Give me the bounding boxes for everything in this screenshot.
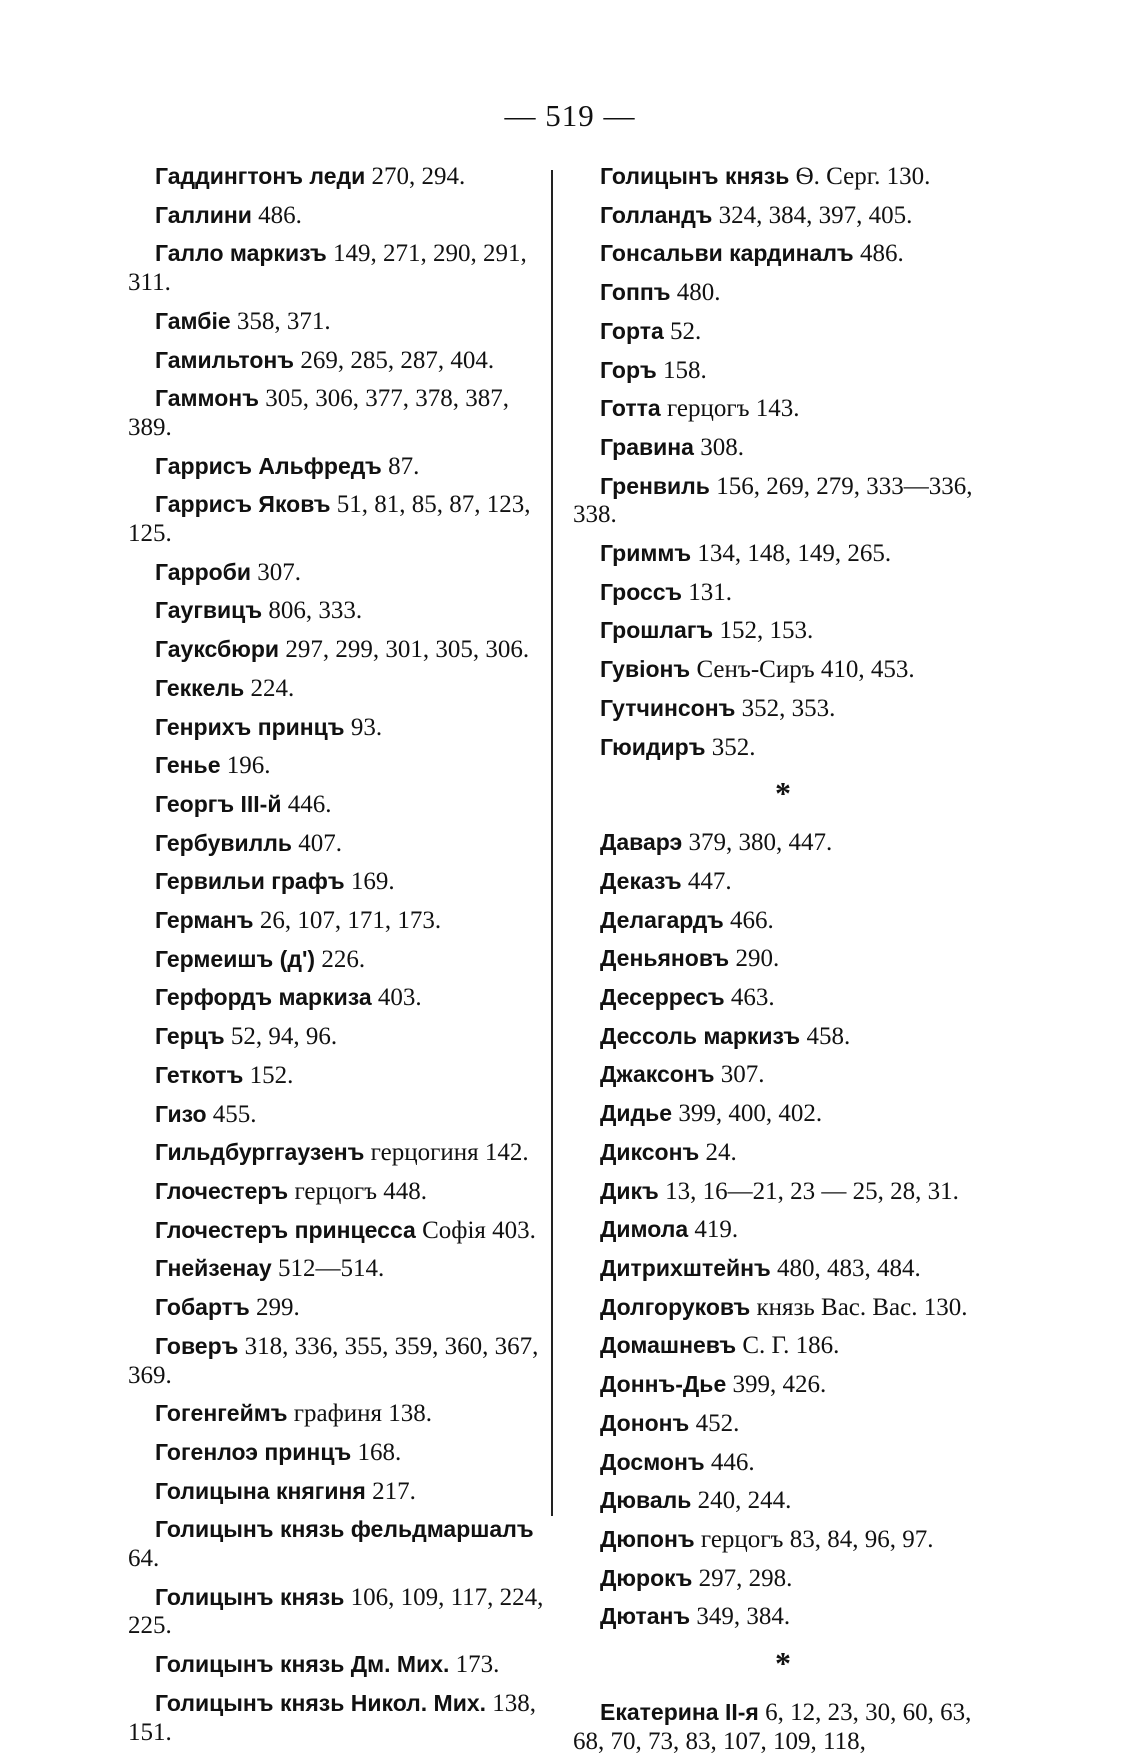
entry-heading: Дюрокъ (600, 1564, 693, 1591)
entry-heading: Гонсальви кардиналъ (600, 240, 854, 267)
entry-heading: Голицынъ князь Никол. Мих. (155, 1689, 487, 1716)
index-entry (128, 1583, 548, 1641)
entry-gap (128, 1468, 548, 1477)
entry-page-refs: 64. (128, 1545, 160, 1573)
index-entry (573, 867, 993, 897)
entry-heading: Голицынъ князь Дм. Мих. (155, 1651, 450, 1678)
index-entry (573, 239, 993, 269)
entry-page-refs: 379, 380, 447. (688, 829, 833, 857)
entry-page-refs: 358, 371. (236, 307, 331, 335)
entry-heading: Гогенгеймъ (155, 1400, 288, 1427)
entry-page-refs: 290. (735, 945, 780, 973)
entry-page-refs: 480, 483, 484. (777, 1254, 921, 1282)
entry-gap (573, 1206, 993, 1215)
entry-page-refs: герцогиня 142. (370, 1139, 529, 1167)
entry-heading: Гриммъ (600, 540, 692, 567)
entry-heading: Горъ (600, 356, 657, 383)
entry-page-refs: 419. (694, 1216, 739, 1244)
index-entry (573, 944, 993, 974)
entry-page-refs: 173. (455, 1651, 500, 1679)
entry-gap (573, 1555, 993, 1564)
entry-page-refs: 486. (859, 240, 904, 268)
entry-heading: Дикъ (600, 1177, 659, 1204)
index-entry (573, 394, 993, 424)
index-entry (573, 906, 993, 936)
entry-page-refs: герцогъ 83, 84, 96, 97. (700, 1525, 934, 1553)
entry-page-refs: Софія 403. (422, 1216, 536, 1244)
entry-page-refs: 270, 294. (371, 163, 466, 190)
entry-gap (573, 1593, 993, 1602)
entry-gap (573, 646, 993, 655)
entry-heading: Дононъ (600, 1409, 690, 1436)
entry-gap (573, 569, 993, 578)
entry-heading: Даварэ (600, 829, 683, 856)
index-entry (128, 490, 548, 548)
index-entry (128, 1438, 548, 1468)
entry-heading: Генье (155, 752, 221, 779)
entry-gap (128, 375, 548, 384)
entry-page-refs: 399, 400, 402. (678, 1100, 823, 1128)
entry-gap (128, 974, 548, 983)
entry-page-refs: 240, 244. (697, 1487, 792, 1515)
entry-page-refs: 152. (249, 1061, 294, 1089)
index-entry (573, 1486, 993, 1516)
entry-heading: Герцъ (155, 1023, 225, 1050)
entry-heading: Гервильи графъ (155, 868, 345, 895)
index-entry (128, 1689, 548, 1747)
entry-page-refs: графиня 138. (293, 1400, 433, 1428)
index-entry (573, 1099, 993, 1129)
index-entry (573, 1293, 993, 1323)
entry-heading: Гюидиръ (600, 733, 706, 760)
index-entry (128, 1650, 548, 1680)
index-entry (128, 1138, 548, 1168)
entry-gap (573, 724, 993, 733)
entry-heading: Гаррисъ Яковъ (155, 491, 331, 518)
index-entry (128, 713, 548, 743)
entry-heading: Гаддингтонъ леди (155, 163, 366, 189)
index-entry (573, 317, 993, 347)
index-entry (128, 945, 548, 975)
entry-heading: Диксонъ (600, 1138, 700, 1165)
index-entry (573, 1370, 993, 1400)
entry-gap (573, 530, 993, 539)
entry-heading: Гербувилль (155, 829, 293, 856)
index-entry (128, 1100, 548, 1130)
page-number: — 519 — (504, 98, 636, 133)
entry-gap (128, 1052, 548, 1061)
entry-heading: Гауксбюри (155, 636, 280, 663)
entry-heading: Гарроби (155, 558, 252, 585)
entry-gap (128, 936, 548, 945)
index-entry (128, 1515, 548, 1573)
entry-page-refs: С. Г. 186. (742, 1332, 840, 1360)
index-entry (128, 1216, 548, 1246)
entry-heading: Говеръ (155, 1332, 239, 1359)
entry-page-refs: 168. (357, 1438, 402, 1466)
entry-page-refs: 352, 353. (741, 694, 836, 722)
index-entry (573, 828, 993, 858)
entry-heading: Дютанъ (600, 1603, 691, 1630)
entry-heading: Германъ (155, 907, 254, 934)
index-entry (573, 694, 993, 724)
entry-gap (128, 298, 548, 307)
index-entry (128, 867, 548, 897)
entry-gap (128, 897, 548, 906)
entry-gap (573, 192, 993, 201)
index-entry (573, 1564, 993, 1594)
entry-gap (128, 781, 548, 790)
entry-page-refs: 138, 151. (128, 1689, 537, 1746)
entry-page-refs: 349, 384. (696, 1603, 791, 1631)
entry-gap (128, 192, 548, 201)
entry-page-refs: 24. (705, 1138, 737, 1166)
entry-page-refs: 224. (250, 674, 295, 702)
index-entry (573, 162, 993, 192)
index-entry (128, 1254, 548, 1284)
entry-heading: Гренвиль (600, 472, 710, 499)
entry-gap (128, 1245, 548, 1254)
entry-gap (128, 549, 548, 558)
entry-heading: Гроссъ (600, 578, 683, 605)
entry-gap (128, 1091, 548, 1100)
entry-page-refs: герцогъ 143. (666, 395, 800, 423)
entry-gap (128, 1680, 548, 1689)
entry-gap (128, 1323, 548, 1332)
index-entry (573, 1602, 993, 1632)
entry-gap (573, 269, 993, 278)
entry-heading: Гермеишъ (д') (155, 945, 316, 972)
entry-heading: Голицынъ князь (600, 163, 790, 189)
index-entry (573, 733, 993, 763)
index-entry (128, 346, 548, 376)
index-entry (573, 201, 993, 231)
index-entry (128, 558, 548, 588)
entry-heading: Гутчинсонъ (600, 694, 736, 721)
entry-page-refs: 307. (257, 558, 302, 586)
entry-page-refs: 463. (730, 984, 775, 1012)
index-entry (128, 596, 548, 626)
entry-page-refs: 299. (255, 1294, 300, 1322)
entry-heading: Галлини (155, 201, 252, 228)
index-entry (573, 356, 993, 386)
entry-heading: Долгоруковъ (600, 1293, 751, 1320)
entry-gap (573, 1361, 993, 1370)
entry-gap (128, 820, 548, 829)
index-entry (128, 384, 548, 442)
index-entry (573, 1177, 993, 1207)
entry-page-refs: 399, 426. (732, 1371, 827, 1399)
entry-page-refs: 52. (670, 317, 702, 345)
index-entry (128, 307, 548, 337)
entry-heading: Горта (600, 317, 664, 344)
entry-page-refs: 352. (711, 733, 756, 761)
index-entry (128, 1399, 548, 1429)
entry-gap (128, 1207, 548, 1216)
entry-gap (128, 1641, 548, 1650)
entry-page-refs: 297, 299, 301, 305, 306. (285, 636, 530, 664)
entry-page-refs: 455. (212, 1100, 257, 1128)
entry-heading: Голицына княгиня (155, 1477, 366, 1504)
entry-gap (128, 337, 548, 346)
entry-page-refs: 403. (377, 984, 422, 1012)
entry-heading: Глочестеръ принцесса (155, 1216, 416, 1243)
entry-page-refs: 269, 285, 287, 404. (300, 346, 495, 374)
index-entry (573, 616, 993, 646)
entry-heading: Гамильтонъ (155, 346, 295, 373)
entry-page-refs: 486. (258, 201, 302, 229)
entry-heading: Доннъ-Дье (600, 1371, 727, 1398)
index-entry (573, 1448, 993, 1478)
entry-heading: Дюваль (600, 1487, 692, 1514)
entry-gap (128, 742, 548, 751)
entry-gap (128, 587, 548, 596)
index-entry (128, 829, 548, 859)
index-entry (128, 635, 548, 665)
entry-heading: Геткотъ (155, 1061, 244, 1088)
index-entry (128, 1061, 548, 1091)
entry-heading: Гоппъ (600, 279, 671, 306)
entry-gap (573, 685, 993, 694)
entry-heading: Голландъ (600, 201, 713, 228)
index-entry (573, 1022, 993, 1052)
column-divider (551, 170, 553, 1516)
entry-heading: Дидье (600, 1100, 673, 1127)
index-entry (573, 1331, 993, 1361)
entry-heading: Грошлагъ (600, 617, 714, 644)
entry-gap (128, 704, 548, 713)
index-entry (128, 1177, 548, 1207)
entry-gap (573, 1516, 993, 1525)
index-entry (573, 578, 993, 608)
index-entry (128, 1293, 548, 1323)
entry-page-refs: 446. (710, 1448, 755, 1476)
entry-gap (128, 481, 548, 490)
index-entry (573, 278, 993, 308)
left-column (128, 162, 548, 1747)
entry-page-refs: 196. (226, 752, 271, 780)
index-entry (573, 472, 993, 530)
entry-page-refs: 447. (687, 867, 732, 895)
entry-gap (573, 1013, 993, 1022)
entry-heading: Геккель (155, 674, 245, 701)
entry-page-refs: Сенъ-Сиръ 410, 453. (696, 656, 915, 684)
entry-gap (128, 626, 548, 635)
entry-heading: Гаммонъ (155, 385, 259, 412)
entry-heading: Дессоль маркизъ (600, 1022, 801, 1049)
entry-page-refs: 305, 306, 377, 378, 387, 389. (128, 385, 509, 441)
entry-page-refs: 13, 16—21, 23 — 25, 28, 31. (665, 1177, 959, 1205)
entry-heading: Деньяновъ (600, 945, 730, 972)
entry-page-refs: 452. (695, 1409, 740, 1437)
entry-heading: Готта (600, 395, 661, 422)
entry-gap (573, 463, 993, 472)
entry-heading: Гравина (600, 433, 694, 460)
entry-page-refs: 217. (372, 1477, 416, 1505)
entry-heading: Досмонъ (600, 1448, 705, 1475)
entry-page-refs: 52, 94, 96. (230, 1023, 338, 1051)
entry-gap (573, 607, 993, 616)
index-entry (573, 1254, 993, 1284)
entry-page-refs: 458. (806, 1022, 851, 1050)
entry-heading: Дюпонъ (600, 1525, 695, 1552)
index-entry (573, 1060, 993, 1090)
entry-gap (128, 858, 548, 867)
entry-page-refs: 149, 271, 290, 291, 311. (128, 240, 527, 297)
entry-heading: Гнейзенау (155, 1255, 272, 1282)
entry-gap (128, 230, 548, 239)
entry-heading: Голицынъ князь (155, 1583, 345, 1610)
index-entry (128, 201, 548, 231)
entry-heading: Гизо (155, 1100, 207, 1127)
entry-gap (573, 1129, 993, 1138)
entry-gap (573, 1245, 993, 1254)
entry-gap (128, 1390, 548, 1399)
entry-heading: Димола (600, 1216, 689, 1243)
entry-heading: Гогенлоэ принцъ (155, 1438, 352, 1465)
entry-page-refs: 407. (298, 829, 343, 857)
entry-gap (573, 308, 993, 317)
right-column (573, 162, 993, 1756)
index-entry (573, 433, 993, 463)
index-entry (128, 1332, 548, 1390)
index-entry (573, 655, 993, 685)
entry-heading: Джаксонъ (600, 1061, 715, 1088)
entry-gap (128, 1284, 548, 1293)
entry-page-refs: 152, 153. (719, 617, 814, 645)
entry-gap (128, 1129, 548, 1138)
entry-heading: Гаррисъ Альфредъ (155, 452, 382, 479)
entry-gap (128, 443, 548, 452)
entry-gap (573, 1051, 993, 1060)
entry-page-refs: 324, 384, 397, 405. (718, 201, 913, 229)
entry-heading: Герфордъ маркиза (155, 984, 372, 1011)
index-entry (573, 1138, 993, 1168)
index-entry (573, 1215, 993, 1245)
entry-heading: Екатерина II-я (600, 1699, 759, 1726)
entry-page-refs: 169. (350, 868, 395, 896)
d-entries-group (573, 828, 993, 1632)
entry-page-refs: 307. (720, 1061, 765, 1089)
entry-heading: Гаугвицъ (155, 597, 263, 624)
entry-gap (128, 1574, 548, 1583)
entry-gap (128, 1506, 548, 1515)
entry-heading: Делагардъ (600, 906, 724, 933)
index-entry (128, 751, 548, 781)
e-entries-group (573, 1698, 993, 1756)
entry-gap (573, 1439, 993, 1448)
entry-gap (573, 974, 993, 983)
entry-gap (573, 858, 993, 867)
index-entry (573, 1525, 993, 1555)
entry-heading: Галло маркизъ (155, 240, 327, 267)
index-entry (128, 906, 548, 936)
entry-gap (573, 347, 993, 356)
entry-gap (128, 665, 548, 674)
entry-gap (573, 1322, 993, 1331)
entry-heading: Голицынъ князь фельдмаршалъ (155, 1516, 534, 1543)
entry-heading: Гильдбурггаузенъ (155, 1139, 365, 1166)
entry-page-refs: 466. (730, 906, 774, 934)
entry-page-refs: 106, 109, 117, 224, 225. (128, 1583, 544, 1640)
entry-heading: Дитрихштейнъ (600, 1254, 771, 1281)
index-entry (128, 1477, 548, 1507)
section-separator-d: * (775, 775, 791, 812)
entry-page-refs: 226. (321, 945, 366, 973)
entry-gap (573, 1477, 993, 1486)
entry-gap (573, 897, 993, 906)
index-entry (128, 790, 548, 820)
entry-page-refs: 308. (700, 433, 744, 461)
index-entry (128, 983, 548, 1013)
entry-page-refs: 318, 336, 355, 359, 360, 367, 369. (128, 1332, 539, 1389)
index-entry (128, 162, 548, 192)
index-entry (128, 674, 548, 704)
entry-gap (573, 935, 993, 944)
entry-heading: Домашневъ (600, 1332, 737, 1359)
entry-heading: Гобартъ (155, 1294, 250, 1321)
entry-gap (573, 385, 993, 394)
entry-heading: Генрихъ принцъ (155, 713, 345, 740)
entry-page-refs: 156, 269, 279, 333—336, 338. (573, 472, 973, 529)
entry-page-refs: 131. (688, 578, 733, 606)
entry-page-refs: князь Вас. Вас. 130. (756, 1293, 968, 1321)
g-entries-group (573, 162, 993, 762)
entry-gap (573, 230, 993, 239)
entry-page-refs: 26, 107, 171, 173. (259, 907, 442, 935)
entry-heading: Глочестеръ (155, 1177, 289, 1204)
entry-gap (573, 1090, 993, 1099)
entry-heading: Гувіонъ (600, 656, 691, 683)
entry-gap (128, 1013, 548, 1022)
entry-gap (128, 1168, 548, 1177)
entry-page-refs: 297, 298. (698, 1564, 793, 1592)
index-entry (573, 983, 993, 1013)
entry-page-refs: 51, 81, 85, 87, 123, 125. (128, 491, 531, 548)
index-entry (573, 1409, 993, 1439)
entry-gap (573, 1168, 993, 1177)
index-entry (128, 1022, 548, 1052)
index-entry (573, 1698, 993, 1756)
entry-gap (128, 1429, 548, 1438)
index-entry (128, 452, 548, 482)
entry-heading: Десерресъ (600, 984, 725, 1011)
entry-gap (573, 1284, 993, 1293)
entry-heading: Гамбіе (155, 307, 231, 334)
entry-page-refs: 158. (663, 356, 707, 384)
entry-page-refs: Ѳ. Серг. 130. (795, 163, 931, 190)
section-separator-e: * (775, 1645, 791, 1682)
entry-page-refs: 93. (350, 713, 383, 741)
entry-page-refs: герцогъ 448. (294, 1177, 428, 1205)
entry-page-refs: 87. (388, 452, 420, 480)
entry-page-refs: 480. (676, 279, 721, 307)
entry-heading: Деказъ (600, 867, 682, 894)
entry-gap (573, 424, 993, 433)
entry-page-refs: 6, 12, 23, 30, 60, 63, 68, 70, 73, 83, 107, 109, 118, (573, 1699, 972, 1755)
entry-gap (573, 1400, 993, 1409)
entry-heading: Георгъ III-й (155, 790, 282, 817)
entry-page-refs: 512—514. (277, 1255, 385, 1283)
index-entry (128, 239, 548, 297)
index-entry (573, 539, 993, 569)
entry-page-refs: 446. (287, 790, 332, 818)
entry-page-refs: 134, 148, 149, 265. (697, 540, 892, 568)
entry-page-refs: 806, 333. (268, 597, 363, 625)
